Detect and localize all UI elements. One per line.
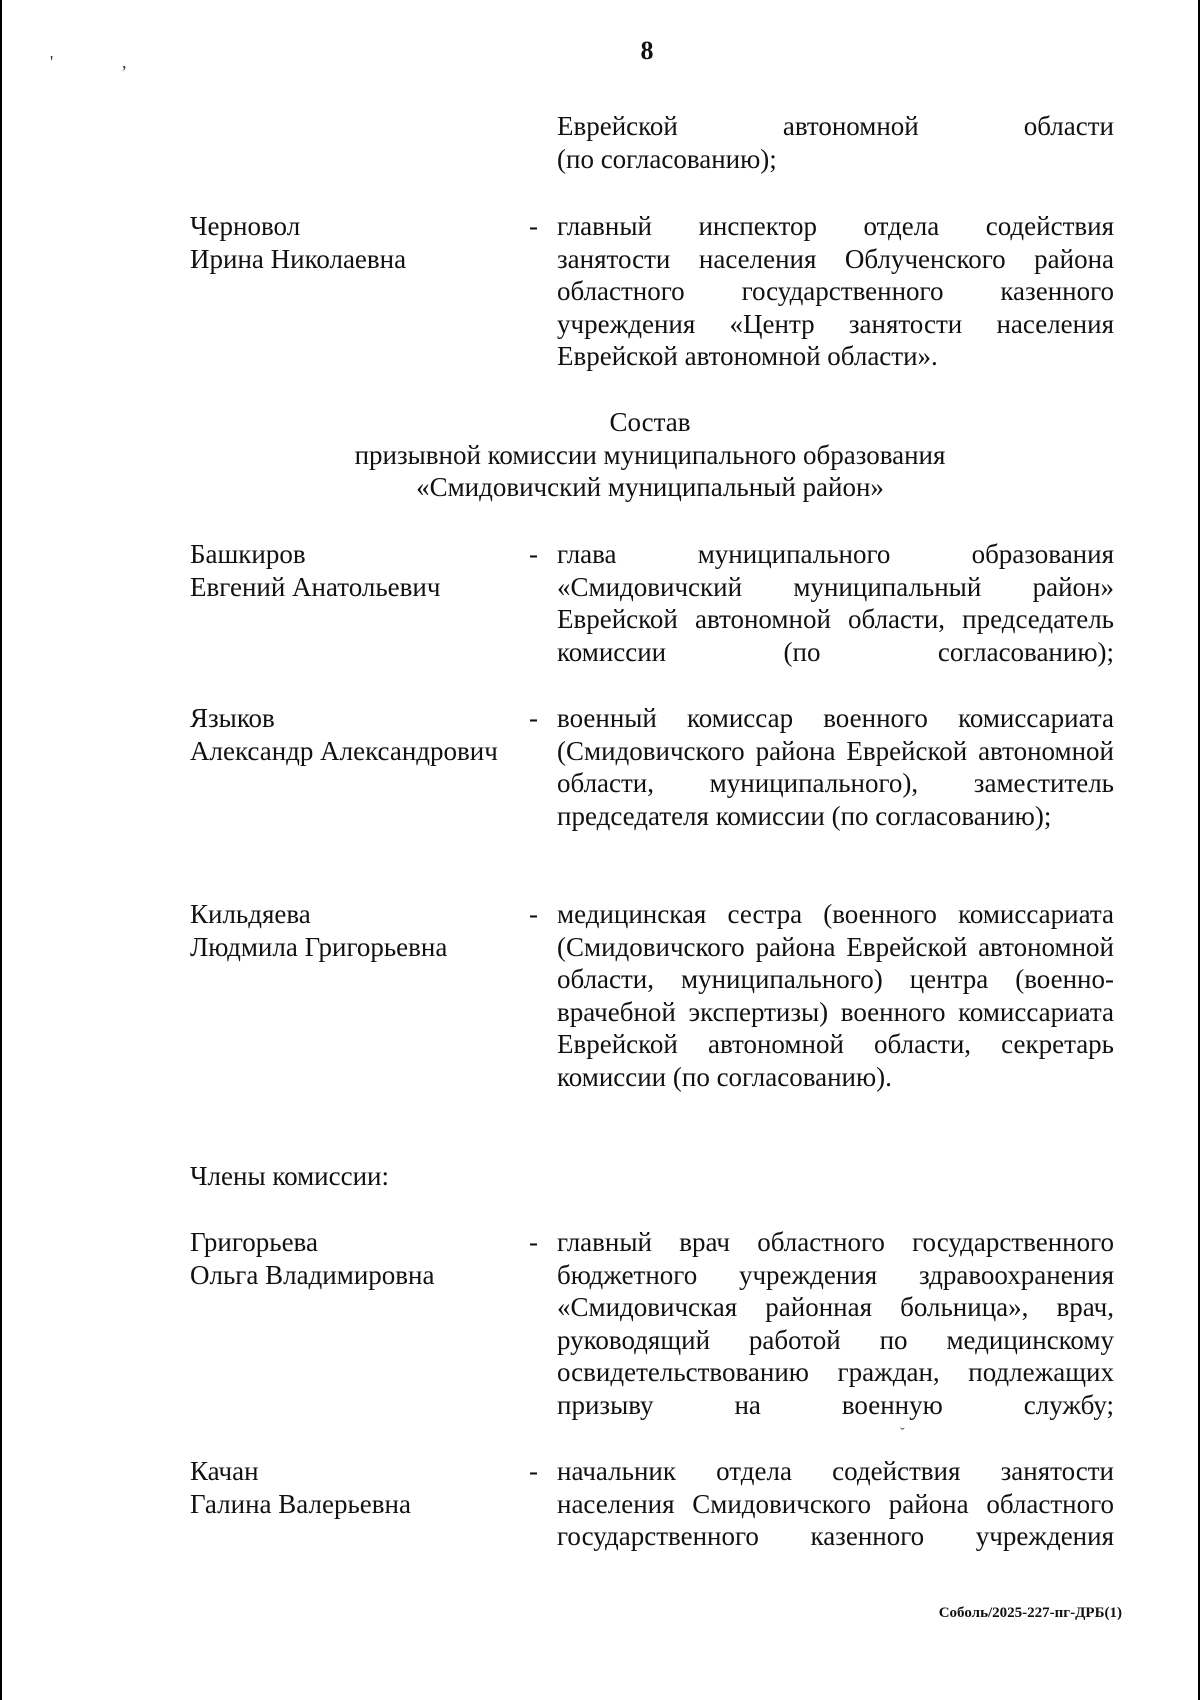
member-surname: Качан bbox=[190, 1456, 259, 1486]
member-description: медицинская сестра (военного комиссариата (Смидовичского района Еврейской автономной области, муниципального) центра (военно-врачебной экспертизы) военного комиссариата Еврейской автономной области, секретарь комиссии (по согласованию). bbox=[557, 899, 1114, 1092]
section-heading bbox=[0, 406, 1200, 504]
member-description: военный комиссар военного комиссариата (Смидовичского района Еврейской автономной области, муниципального), заместитель председателя комиссии (по согласованию); bbox=[557, 703, 1114, 831]
continuation-text bbox=[557, 110, 1114, 175]
scan-mark: ˇ bbox=[900, 1426, 905, 1441]
member-given-name: Галина Валерьевна bbox=[190, 1488, 411, 1519]
heading-subtitle: призывной комиссии муниципального образования bbox=[354, 439, 946, 470]
members-label: Члены комиссии: bbox=[190, 1161, 389, 1191]
page-number: 8 bbox=[640, 36, 654, 65]
member-surname: Башкиров bbox=[190, 539, 306, 569]
member-name bbox=[190, 1226, 520, 1291]
member-description: главный инспектор отдела содействия занятости населения Облученского района областного государственного казенного учреждения «Центр занятости населения Еврейской автономной области». bbox=[557, 211, 1114, 371]
member-surname: Григорьева bbox=[190, 1227, 318, 1257]
member-given-name: Евгений Анатольевич bbox=[190, 571, 441, 602]
scan-mark: ' bbox=[50, 52, 54, 72]
dash-separator: - bbox=[529, 539, 538, 569]
member-given-name: Александр Александрович bbox=[190, 735, 498, 766]
member-name bbox=[190, 702, 520, 767]
dash-separator: - bbox=[529, 1456, 538, 1486]
member-description: начальник отдела содействия занятости населения Смидовичского района областного государственного казенного учреждения bbox=[557, 1456, 1114, 1551]
continuation-line: (по согласованию); bbox=[557, 143, 777, 174]
scan-mark: , bbox=[122, 52, 127, 72]
continuation-line: Еврейской автономной области bbox=[557, 111, 1114, 141]
dash-separator: - bbox=[529, 1227, 538, 1257]
member-given-name: Людмила Григорьевна bbox=[190, 931, 448, 962]
heading-subtitle: «Смидовичский муниципальный район» bbox=[416, 472, 884, 502]
dash-separator: - bbox=[529, 211, 538, 241]
member-given-name: Ольга Владимировна bbox=[190, 1259, 435, 1290]
dash-separator: - bbox=[529, 899, 538, 929]
dash-separator: - bbox=[529, 703, 538, 733]
member-name bbox=[190, 210, 520, 275]
member-surname: Кильдяева bbox=[190, 899, 311, 929]
member-description: главный врач областного государственного бюджетного учреждения здравоохранения «Смидовичская районная больница», врач, руководящий работой по медицинскому освидетельствованию граждан, подлежащих призыву на военную службу; bbox=[557, 1227, 1114, 1420]
member-description: глава муниципального образования «Смидовичский муниципальный район» Еврейской автономной области, председатель комиссии (по согласованию); bbox=[557, 539, 1114, 667]
member-name bbox=[190, 898, 520, 963]
page-edge-left bbox=[0, 0, 2, 1700]
document-code: Соболь/2025-227-пг-ДРБ(1) bbox=[938, 1605, 1122, 1621]
member-given-name: Ирина Николаевна bbox=[190, 243, 407, 274]
heading-title: Состав bbox=[609, 407, 691, 437]
member-surname: Языков bbox=[190, 703, 275, 733]
member-surname: Черновол bbox=[190, 211, 301, 241]
member-name bbox=[190, 1455, 520, 1520]
member-name bbox=[190, 538, 520, 603]
